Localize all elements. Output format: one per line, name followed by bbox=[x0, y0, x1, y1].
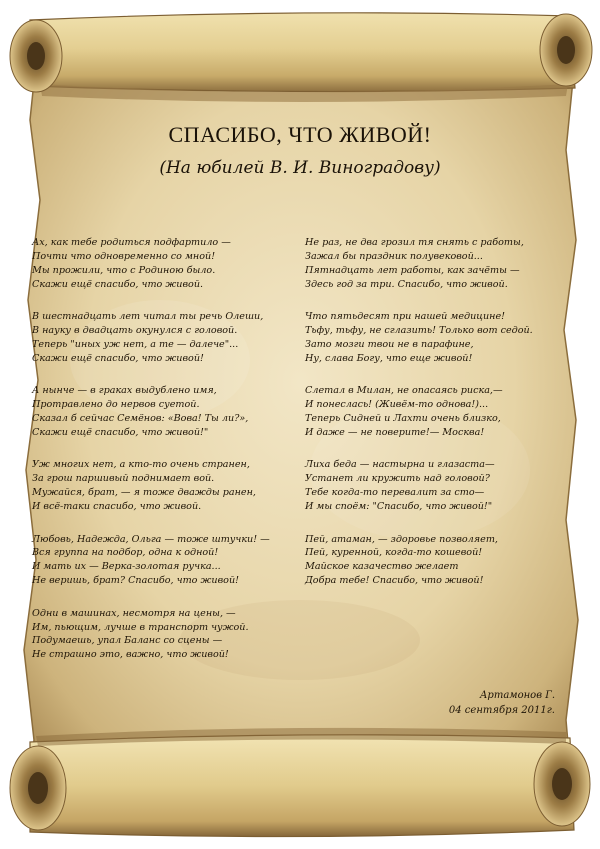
verse-line: Скажи ещё спасибо, что живой!" bbox=[32, 426, 209, 438]
poem-subtitle: (На юбилей В. И. Виноградову) bbox=[159, 158, 441, 178]
verse-line: Теперь "иных уж нет, а те — далече"... bbox=[32, 338, 239, 350]
verse-line: Уж многих нет, а кто-то очень странен, bbox=[32, 459, 250, 471]
verse-line: Лиха беда — настырна и глазаста— bbox=[305, 459, 495, 471]
verse-line: Скажи ещё спасибо, что живой. bbox=[32, 278, 204, 290]
verse-line: Почти что одновременно со мной! bbox=[32, 250, 216, 262]
signature-date: 04 сентября 2011г. bbox=[448, 705, 555, 716]
stanza bbox=[32, 384, 302, 440]
verse-line: Тебе когда-то перевалит за сто— bbox=[305, 487, 485, 499]
verse-line: В науку в двадцать окунулся с головой. bbox=[32, 325, 238, 337]
verse-line: Сказал б сейчас Семёнов: «Вова! Ты ли?», bbox=[32, 413, 249, 425]
verse-line: Пей, атаман, — здоровье позволяет, bbox=[305, 533, 498, 545]
verse-line: Устанет ли кружить над головой? bbox=[305, 473, 490, 485]
verse-line: Ну, слава Богу, что еще живой! bbox=[305, 352, 473, 364]
stanza bbox=[32, 236, 302, 292]
verse-line: Любовь, Надежда, Ольга — тоже штучки! — bbox=[32, 533, 270, 545]
verse-line: Теперь Сидней и Лахти очень близко, bbox=[305, 413, 501, 425]
verse-line: Добра тебе! Спасибо, что живой! bbox=[305, 575, 484, 587]
verse-line: Вся группа на подбор, одна к одной! bbox=[32, 547, 219, 559]
verse-line: Что пятьдесят при нашей медицине! bbox=[305, 311, 506, 323]
bottom-roll bbox=[10, 728, 590, 837]
verse-line: Слетал в Милан, не опасаясь риска,— bbox=[305, 385, 503, 397]
verse-line: И понеслась! (Живём-то однова!)... bbox=[305, 399, 489, 411]
verse-line: Пей, куренной, когда-то кошевой! bbox=[305, 547, 483, 559]
verse-line: Зажал бы праздник полувековой... bbox=[305, 250, 483, 262]
stanza bbox=[32, 458, 302, 514]
verse-line: Не раз, не два грозил тя снять с работы, bbox=[305, 237, 524, 248]
verse-line: Протравлено до нервов суетой. bbox=[32, 399, 200, 411]
author-name: Артамонов Г. bbox=[479, 690, 555, 701]
stanza bbox=[305, 533, 575, 589]
stanza bbox=[305, 458, 575, 514]
signature bbox=[380, 688, 555, 718]
top-roll bbox=[10, 13, 592, 102]
verse-line: В шестнадцать лет читал ты речь Олеши, bbox=[32, 311, 264, 323]
verse-line: Мужайся, брат, — я тоже дважды ранен, bbox=[32, 487, 256, 499]
verse-line: Тьфу, тьфу, не сглазить! Только вот седой. bbox=[305, 325, 533, 337]
stanza bbox=[305, 384, 575, 440]
verse-line: Майское казачество желает bbox=[305, 561, 459, 573]
poem-right-column bbox=[305, 236, 575, 607]
verse-line: Мы прожили, что с Родиною было. bbox=[32, 264, 216, 276]
stanza bbox=[32, 607, 302, 663]
verse-line: Здесь год за три. Спасибо, что живой. bbox=[305, 278, 508, 290]
verse-line: Не веришь, брат? Спасибо, что живой! bbox=[32, 575, 239, 587]
verse-line: И мать их — Верка-золотая ручка... bbox=[32, 561, 221, 573]
stanza bbox=[305, 310, 575, 366]
verse-line: Зато мозги твои не в парафине, bbox=[305, 338, 474, 350]
verse-line: И даже — не поверите!— Москва! bbox=[305, 426, 485, 438]
poem-left-column bbox=[32, 236, 302, 681]
stanza bbox=[32, 533, 302, 589]
stanza bbox=[305, 236, 575, 292]
stanza bbox=[32, 310, 302, 366]
poem-title: СПАСИБО, ЧТО ЖИВОЙ! bbox=[168, 122, 432, 147]
verse-line: И всё-таки спасибо, что живой. bbox=[32, 501, 202, 513]
verse-line: Скажи ещё спасибо, что живой! bbox=[32, 352, 204, 364]
verse-line: Им, пьющим, лучше в транспорт чужой. bbox=[32, 621, 249, 633]
verse-line: И мы споём: "Спасибо, что живой!" bbox=[305, 501, 493, 513]
verse-line: А нынче — в граках выдублено имя, bbox=[32, 385, 217, 397]
verse-line: Не страшно это, важно, что живой! bbox=[32, 649, 229, 661]
verse-line: Пятнадцать лет работы, как зачёты — bbox=[305, 264, 520, 276]
verse-line: Одни в машинах, несмотря на цены, — bbox=[32, 607, 236, 619]
verse-line: За грош паршивый поднимает вой. bbox=[32, 473, 215, 485]
verse-line: Ах, как тебе родиться подфартило — bbox=[32, 237, 231, 248]
verse-line: Подумаешь, упал Баланс со сцены — bbox=[32, 635, 223, 647]
